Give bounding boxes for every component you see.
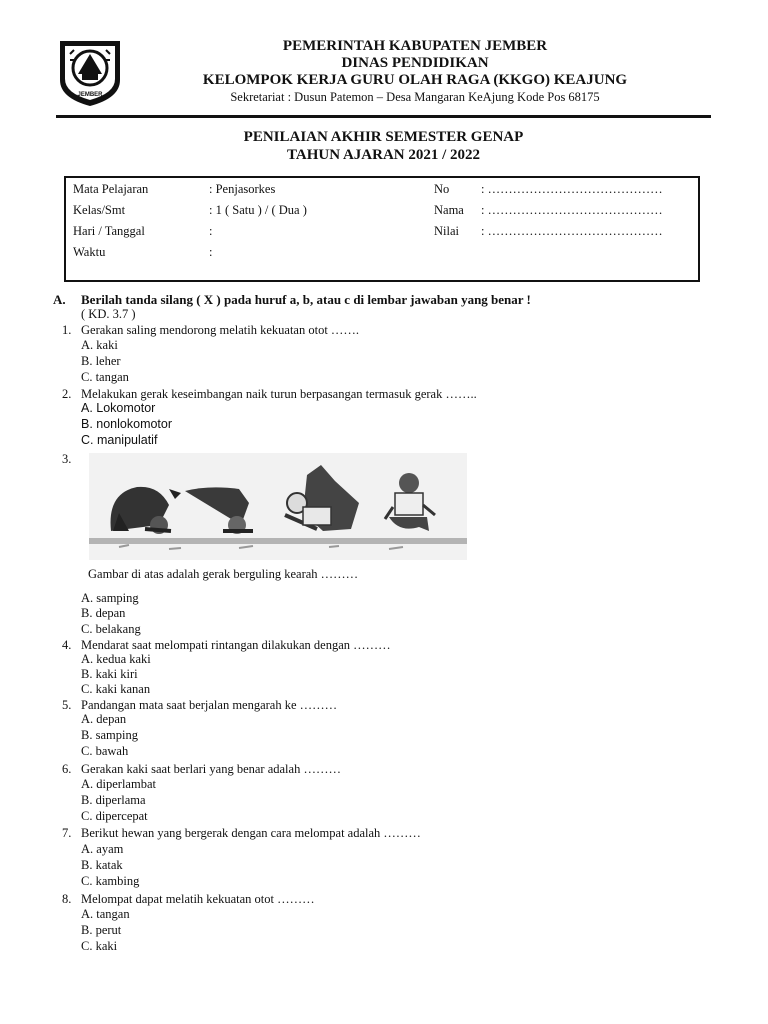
question-text: Melompat dapat melatih kekuatan otot ……… (81, 892, 315, 906)
question-number: 2. (62, 387, 72, 401)
class-value: : 1 ( Satu ) / ( Dua ) (209, 203, 307, 217)
option-a[interactable]: A. samping (81, 591, 139, 605)
question-number: 6. (62, 762, 72, 776)
option-c[interactable]: C. kaki kanan (81, 682, 151, 696)
option-a[interactable]: A. depan (81, 712, 127, 726)
date-label: Hari / Tanggal (73, 224, 145, 238)
header-department: DINAS PENDIDIKAN (341, 55, 489, 71)
option-b[interactable]: B. leher (81, 354, 121, 368)
option-c[interactable]: C. belakang (81, 622, 141, 636)
question-text: Mendarat saat melompati rintangan dilakukan dengan ……… (81, 638, 391, 652)
subject-label: Mata Pelajaran (73, 182, 149, 196)
section-instruction: Berilah tanda silang ( X ) pada huruf a, b, atau c di lembar jawaban yang benar ! (81, 292, 531, 307)
score-field[interactable]: : …………………………………… (481, 224, 663, 238)
number-field[interactable]: : …………………………………… (481, 182, 663, 196)
option-a[interactable]: A. ayam (81, 842, 124, 856)
option-b[interactable]: B. katak (81, 858, 123, 872)
option-a[interactable]: A. tangan (81, 907, 130, 921)
option-b[interactable]: B. depan (81, 606, 126, 620)
option-c[interactable]: C. kambing (81, 874, 140, 888)
name-label: Nama (434, 203, 464, 217)
header-organization: KELOMPOK KERJA GURU OLAH RAGA (KKGO) KEAJUNG (202, 72, 628, 88)
student-info-box (64, 176, 700, 282)
option-a[interactable]: A. Lokomotor (81, 401, 156, 415)
question-text: Berikut hewan yang bergerak dengan cara melompat adalah ……… (81, 826, 421, 840)
section-letter: A. (53, 292, 66, 307)
question-text: Melakukan gerak keseimbangan naik turun berpasangan termasuk gerak …….. (81, 387, 477, 401)
question-number: 7. (62, 826, 72, 840)
option-b[interactable]: B. samping (81, 728, 138, 742)
score-label: Nilai (434, 224, 459, 238)
question-text: Gerakan kaki saat berlari yang benar adalah ……… (81, 762, 341, 776)
question-number: 8. (62, 892, 72, 906)
jember-logo (56, 38, 124, 108)
option-b[interactable]: B. nonlokomotor (81, 417, 173, 431)
header-divider (56, 115, 711, 118)
option-a[interactable]: A. kedua kaki (81, 652, 151, 666)
option-b[interactable]: B. kaki kiri (81, 667, 138, 681)
option-a[interactable]: A. kaki (81, 338, 118, 352)
question-number: 1. (62, 323, 72, 337)
option-c[interactable]: C. kaki (81, 939, 118, 953)
header-address: Sekretariat : Dusun Patemon – Desa Mangaran KeAjung Kode Pos 68175 (230, 90, 600, 104)
option-c[interactable]: C. dipercepat (81, 809, 148, 823)
question-text: Gambar di atas adalah gerak berguling kearah ……… (88, 567, 359, 581)
date-value: : (209, 224, 213, 238)
option-c[interactable]: C. tangan (81, 370, 129, 384)
question-number: 4. (62, 638, 72, 652)
header-government: PEMERINTAH KABUPATEN JEMBER (282, 38, 548, 54)
subject-value: : Penjasorkes (209, 182, 276, 196)
option-c[interactable]: C. manipulatif (81, 433, 158, 447)
option-a[interactable]: A. diperlambat (81, 777, 156, 791)
option-c[interactable]: C. bawah (81, 744, 129, 758)
time-value: : (209, 245, 213, 259)
time-label: Waktu (73, 245, 106, 259)
class-label: Kelas/Smt (73, 203, 126, 217)
section-kd: ( KD. 3.7 ) (81, 307, 136, 321)
question-text: Pandangan mata saat berjalan mengarah ke ……… (81, 698, 338, 712)
question-number: 3. (62, 452, 72, 466)
option-b[interactable]: B. diperlama (81, 793, 146, 807)
option-b[interactable]: B. perut (81, 923, 122, 937)
name-field[interactable]: : …………………………………… (481, 203, 663, 217)
rolling-exercise-illustration (89, 453, 467, 560)
svg-text:JEMBER: JEMBER (77, 92, 103, 98)
question-number: 5. (62, 698, 72, 712)
exam-title: PENILAIAN AKHIR SEMESTER GENAP (243, 129, 524, 145)
question-text: Gerakan saling mendorong melatih kekuatan otot ……. (81, 323, 360, 337)
exam-year: TAHUN AJARAN 2021 / 2022 (286, 147, 481, 163)
number-label: No (434, 182, 450, 196)
